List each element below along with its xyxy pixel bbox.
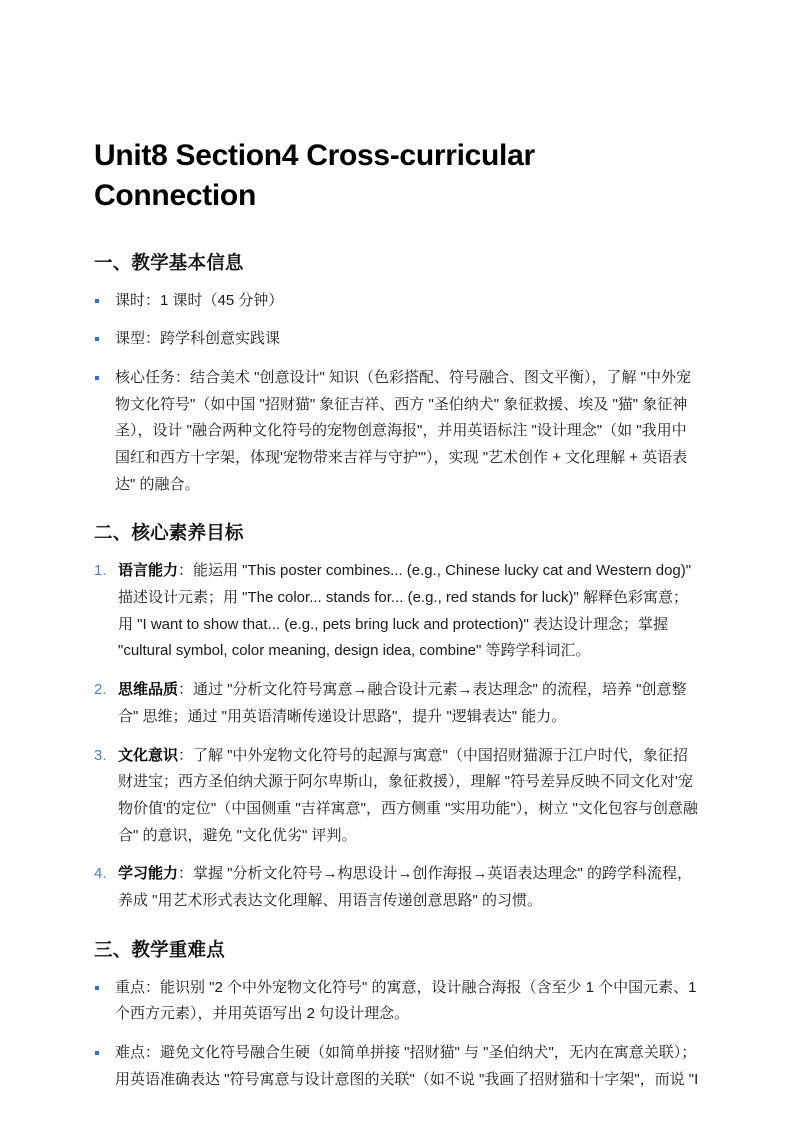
list-item [94, 975, 700, 1028]
list-item-text: 难点：避免文化符号融合生硬（如简单拼接 "招财猫" 与 "圣伯纳犬"，无内在寓意关联）；用英语准确表达 "符号寓意与设计意图的关联"（如不说 "我画了招财猫和十字架"，而说 "I [115, 1043, 699, 1088]
list-item-text: ：通过 "分析文化符号寓意→融合设计元素→表达理念" 的流程，培养 "创意整合" 思维；通过 "用英语清晰传递设计思路"，提升 "逻辑表达" 能力。 [118, 681, 687, 725]
list-item-text: 重点：能识别 "2 个中外宠物文化符号" 的寓意，设计融合海报（含至少 1 个中国元素、1 个西方元素），并用英语写出 2 句设计理念。 [115, 978, 697, 1023]
list-item [94, 743, 700, 850]
list-item-text: 课型：跨学科创意实践课 [115, 330, 281, 348]
list-item [94, 861, 700, 914]
list-item-text: 课时：1 课时（45 分钟） [115, 291, 284, 309]
numbered-list [94, 558, 700, 914]
list-item-label: 思维品质 [118, 681, 179, 699]
list-item-label: 学习能力 [118, 865, 179, 883]
list-item [94, 326, 700, 353]
section-teaching-basic-info [94, 250, 700, 499]
list-item-text: ：能运用 "This poster combines... (e.g., Chinese lucky cat and Western dog)" 描述设计元素；用 "The color... stands for... (e.g., red stands for luck)" 解释色彩寓意；用 "I want to show that... (e.g., pets bring luck and protection)" 表达设计理念；掌握 "cultural symbol, color meaning, design idea, combine" 等跨学科词汇。 [118, 562, 692, 660]
section-heading: 一、教学基本信息 [94, 251, 244, 273]
section-heading: 三、教学重难点 [94, 938, 225, 960]
list-item-label: 文化意识 [118, 746, 179, 764]
list-item [94, 558, 700, 665]
list-item-text: 核心任务：结合美术 "创意设计" 知识（色彩搭配、符号融合、图文平衡），了解 "中外宠物文化符号"（如中国 "招财猫" 象征吉祥、西方 "圣伯纳犬" 象征救援、埃及 "猫" 象征神圣），设计 "融合两种文化符号的宠物创意海报"，并用英语标注 "设计理念"（如 "我用中国红和西方十字架，体现'宠物带来吉祥与守护'"），实现 "艺术创作 + 文化理解 + 英语表达" 的融合。 [115, 369, 691, 493]
list-item [94, 677, 700, 730]
section-key-difficult-points [94, 937, 700, 1094]
bullet-list [94, 288, 700, 499]
list-item-text: ：了解 "中外宠物文化符号的起源与寓意"（中国招财猫源于江户时代，象征招财进宝；西方圣伯纳犬源于阿尔卑斯山，象征救援），理解 "符号差异反映不同文化对'宠物价值'的定位"（中国侧重 "吉祥寓意"，西方侧重 "实用功能"），树立 "文化包容与创意融合" 的意识，避免 "文化优劣" 评判。 [118, 746, 698, 844]
bullet-list [94, 975, 700, 1094]
list-item [94, 288, 700, 315]
list-item-text: ：掌握 "分析文化符号→构思设计→创作海报→英语表达理念" 的跨学科流程，养成 "用艺术形式表达文化理解、用语言传递创意思路" 的习惯。 [118, 865, 693, 909]
list-item [94, 1040, 700, 1093]
list-item [94, 365, 700, 498]
page-title: Unit8 Section4 Cross-curricular Connection [94, 139, 535, 212]
section-core-competency-goals [94, 520, 700, 914]
section-heading: 二、核心素养目标 [94, 522, 244, 544]
list-item-label: 语言能力 [118, 562, 179, 580]
